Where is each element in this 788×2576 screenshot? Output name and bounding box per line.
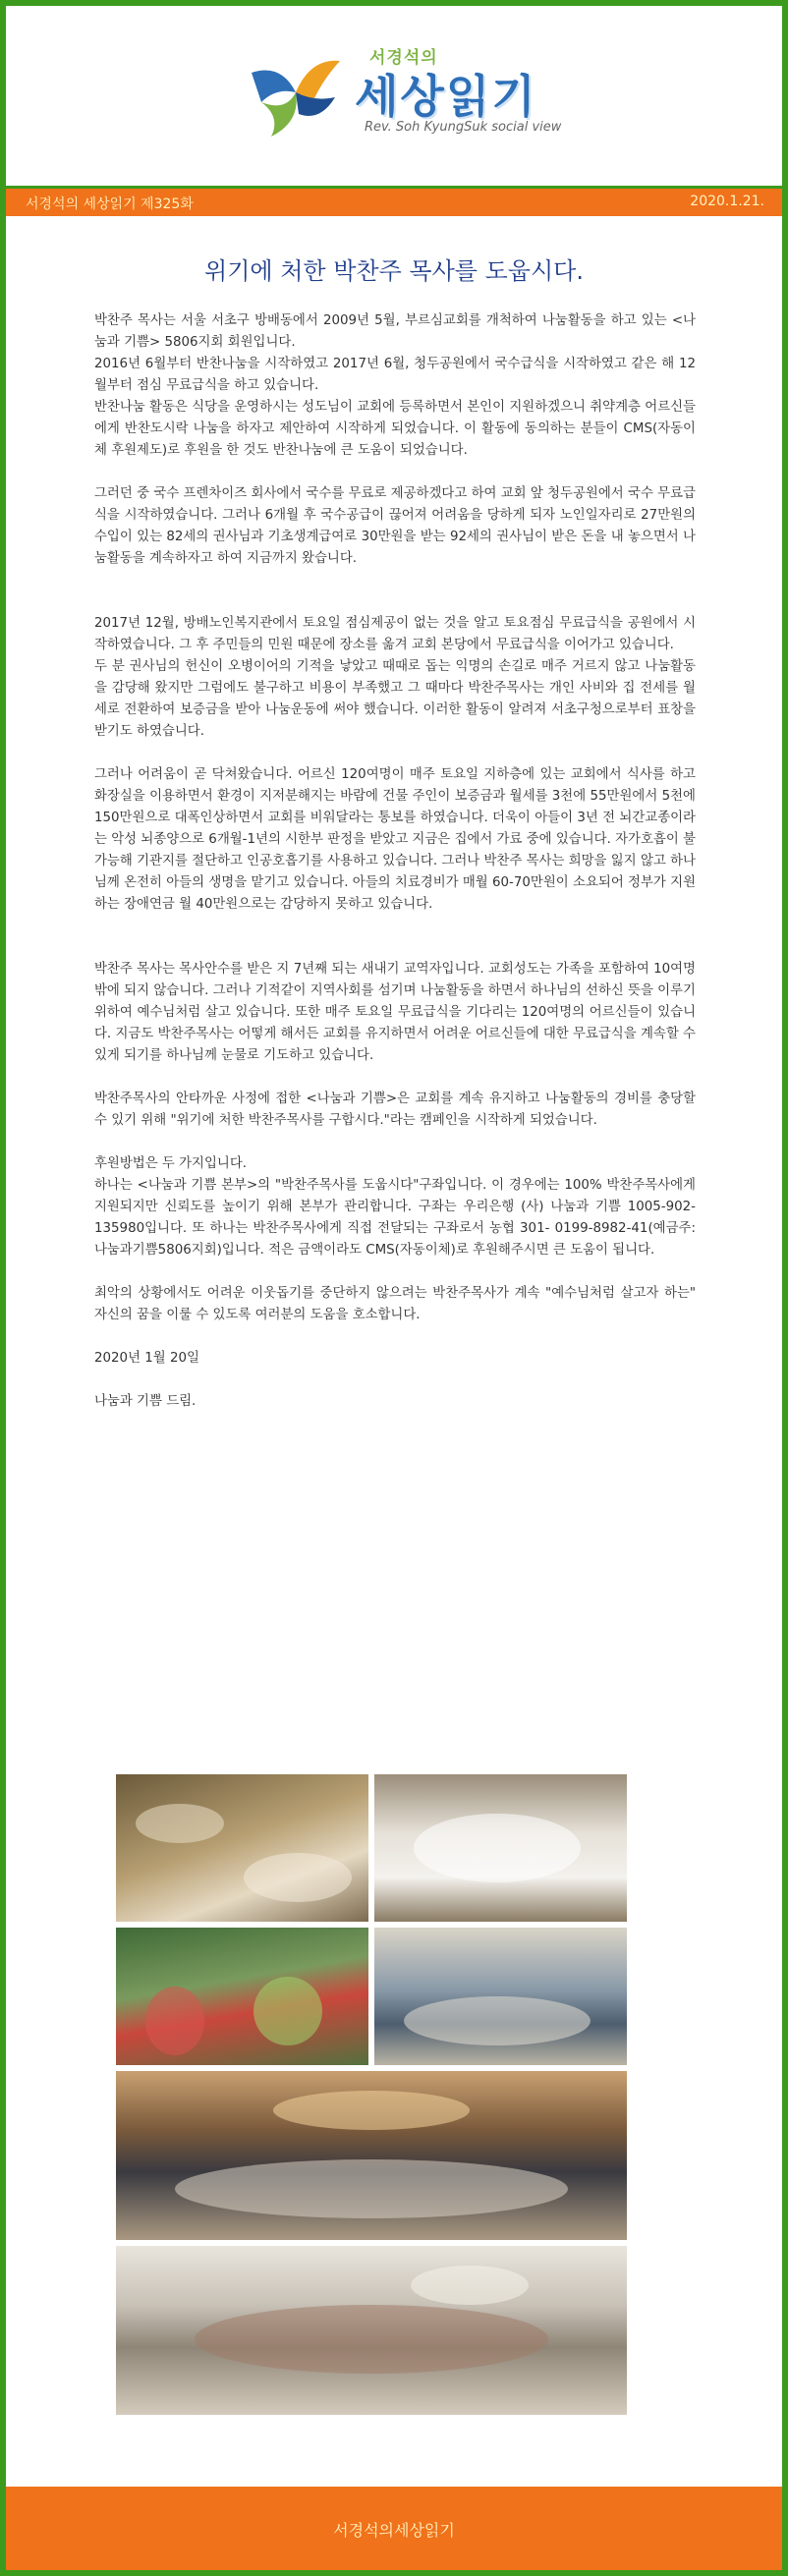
paragraph: 최악의 상황에서도 어려운 이웃돕기를 중단하지 않으려는 박찬주목사가 계속 "예수님처럼 살고자 하는" 자신의 꿈을 이룰 수 있도록 여러분의 도움을 호소합니다.: [94, 1286, 696, 1322]
issue-date: 2020.1.21.: [690, 194, 764, 209]
bird-logo-icon: [242, 53, 350, 141]
footer-text[interactable]: 서경석의세상읽기: [333, 2521, 455, 2540]
paragraph: 박찬주목사의 안타까운 사정에 접한 <나눔과 기쁨>은 교회를 계속 유지하고 나눔활동의 경비를 충당할 수 있기 위해 "위기에 처한 박찬주목사를 구합시다."라는 캠페인을 시작하게 되었습니다.: [94, 1092, 696, 1128]
paragraph: 박찬주 목사는 서울 서초구 방배동에서 2009년 5월, 부르심교회를 개척하여 나눔활동을 하고 있는 <나눔과 기쁨> 5806지회 회원입니다. 2016년 6월부터 반찬나눔을 시작하였고 2017년 6월, 청두공원에서 국수급식을 시작하였고 같은 해 12월부터 점심 무료급식을 하고 있습니다. 반찬나눔 활동은 식당을 운영하시는 성도님이 교회에 등록하면서 본인이 지원하겠으니 취약계층 어르신들에게 반찬도시락 나눔을 하자고 제안하여 시작하게 되었습니다. 이 활동에 동의하는 분들이 CMS(자동이체 후원제도)로 후원을 한 것도 반찬나눔에 큰 도움이 되었습니다.: [94, 313, 696, 458]
paragraph: 그러던 중 국수 프렌차이즈 회사에서 국수를 무료로 제공하겠다고 하여 교회 앞 청두공원에서 국수 무료급식을 시작하였습니다. 그러나 6개월 후 국수공급이 끊어져 어려움을 당하게 되자 노인일자리로 27만원의 수입이 있는 82세의 권사님과 기초생계급여로 30만원을 받는 92세의 권사님이 받은 돈을 내 놓으면서 나눔활동을 계속하자고 하여 지금까지 왔습니다.: [94, 486, 696, 566]
sign-name: 나눔과 기쁨 드림.: [94, 1394, 197, 1409]
photo-outdoor-serving: [116, 1928, 368, 2065]
photo-seniors-dining: [374, 1928, 627, 2065]
photo-lunchboxes: [116, 1774, 368, 1922]
logo-english: Rev. Soh KyungSuk social view: [365, 120, 562, 135]
site-logo[interactable]: [6, 6, 782, 178]
photo-food-bags: [374, 1774, 627, 1922]
photo-church-meal: [116, 2071, 627, 2240]
series-bar: [6, 186, 782, 216]
sign-date: 2020년 1월 20일: [94, 1351, 199, 1366]
logo-subtitle: 서경석의: [369, 48, 438, 68]
article-body: [94, 310, 696, 1434]
paragraph: 박찬주 목사는 목사안수를 받은 지 7년째 되는 새내기 교역자입니다. 교회성도는 가족을 포함하여 10여명 밖에 되지 않습니다. 그러나 기적같이 지역사회를 섬기며 나눔활동을 하면서 하나님의 선하신 뜻을 이루기 위하여 예수님처럼 살고 있습니다. 또한 매주 토요일 무료급식을 기다리는 120여명의 어르신들이 있습니다. 지금도 박찬주목사는 어떻게 해서든 교회를 유지하면서 어려운 어르신들에 대한 무료급식을 계속할 수 있게 되기를 하나님께 눈물로 기도하고 있습니다.: [94, 962, 696, 1063]
photo-hospital-bed: [116, 2246, 627, 2415]
logo-title: 세상읽기: [355, 70, 537, 123]
series-label: 서경석의 세상읽기 제325화: [26, 196, 194, 212]
paragraph: 후원방법은 두 가지입니다. 하나는 <나눔과 기쁨 본부>의 "박찬주목사를 도웁시다"구좌입니다. 이 경우에는 100% 박찬주목사에게 지원되지만 신뢰도를 높이기 위해 본부가 관리합니다. 구좌는 우리은행 (사) 나눔과 기쁨 1005-902-135980입니다. 또 하나는 박찬주목사에게 직접 전달되는 구좌로서 농협 301- 0199-8982-41(예금주:나눔과기쁨5806지회)입니다. 적은 금액이라도 CMS(자동이체)로 후원해주시면 큰 도움이 됩니다.: [94, 1156, 696, 1258]
paragraph: 그러나 어려움이 곧 닥쳐왔습니다. 어르신 120여명이 매주 토요일 지하층에 있는 교회에서 식사를 하고 화장실을 이용하면서 환경이 지저분해지는 바람에 건물 주인이 보증금과 월세를 3천에 55만원에서 5천에 150만원으로 대폭인상하면서 교회를 비워달라는 통보를 하였습니다. 더욱이 아들이 3년 전 뇌간교종이라는 악성 뇌종양으로 6개월-1년의 시한부 판정을 받았고 지금은 집에서 가료 중에 있습니다. 자가호흡이 불가능해 기관지를 절단하고 인공호흡기를 사용하고 있습니다. 그러나 박찬주 목사는 희망을 잃지 않고 하나님께 온전히 아들의 생명을 맡기고 있습니다. 아들의 치료경비가 매월 60-70만원이 소요되어 정부가 지원하는 장애연금 월 40만원으로는 감당하지 못하고 있습니다.: [94, 767, 696, 912]
article-title: 위기에 처한 박찬주 목사를 도웁시다.: [204, 257, 584, 285]
paragraph: 2017년 12월, 방배노인복지관에서 토요일 점심제공이 없는 것을 알고 토요점심 무료급식을 공원에서 시작하였습니다. 그 후 주민들의 민원 때문에 장소를 옮겨 교회 본당에서 무료급식을 이어가고 있습니다. 두 분 권사님의 헌신이 오병이어의 기적을 낳았고 때때로 돕는 익명의 손길로 매주 거르지 않고 나눔활동을 감당해 왔지만 그럼에도 불구하고 비용이 부족했고 그 때마다 박찬주목사는 개인 사비와 집 전세를 월세로 전환하여 보증금을 받아 나눔운동에 써야 했습니다. 이러한 활동이 알려져 서초구청으로부터 표창을 받기도 하였습니다.: [94, 616, 696, 739]
footer-bar: [6, 2487, 782, 2570]
photo-gallery: [116, 1774, 627, 2421]
